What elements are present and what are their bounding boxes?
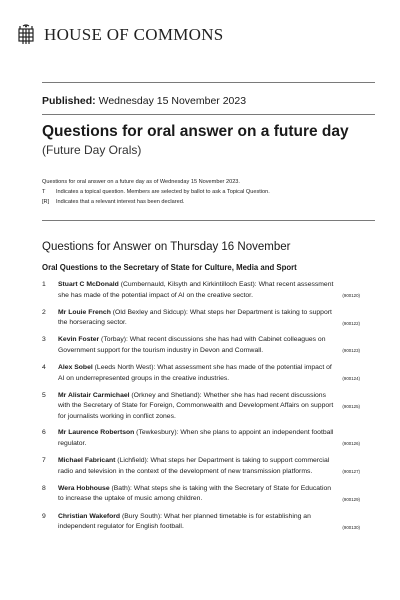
published-line <box>42 95 246 107</box>
question-number: 7 <box>42 457 46 465</box>
question-ref: (900127) <box>342 469 360 475</box>
questions-list <box>42 280 360 539</box>
key-symbol: [R] <box>42 199 50 205</box>
question-text: (Leeds North West): What assessment she has made of the potential impact of AI on underrepresented groups in the creative industries. <box>58 364 332 382</box>
question-number: 6 <box>42 429 46 437</box>
question-number: 4 <box>42 364 46 372</box>
question-item <box>42 512 360 534</box>
question-item <box>42 308 360 330</box>
question-item <box>42 456 360 478</box>
key-interest <box>42 197 270 207</box>
question-item <box>42 391 360 423</box>
question-ref: (900126) <box>342 441 360 447</box>
question-number: 9 <box>42 512 46 520</box>
key-symbol: T <box>42 189 46 195</box>
member-name: Stuart C McDonald <box>58 281 119 288</box>
question-ref: (900125) <box>342 403 360 409</box>
question-text: (Orkney and Shetland): Whether she has had recent discussions with the Secretary of State for Foreign, Commonwealth and Development Affairs on support for journalists working in conflict zones. <box>58 391 334 420</box>
question-item <box>42 335 360 357</box>
question-text: (Lichfield): What steps her Department is taking to support commercial radio and television in the context of the development of new transmission platforms. <box>58 457 330 475</box>
question-item <box>42 484 360 506</box>
question-number: 2 <box>42 308 46 316</box>
question-text: (Torbay): What recent discussions she has had with Cabinet colleagues on Government support for the tourism industry in Devon and Cornwall. <box>58 336 326 354</box>
intro-block <box>42 177 270 207</box>
intro-divider <box>42 220 375 221</box>
published-divider <box>42 114 375 115</box>
page-subtitle: (Future Day Orals) <box>42 143 142 157</box>
question-number: 1 <box>42 281 46 288</box>
question-ref: (900122) <box>342 320 360 326</box>
member-name: Michael Fabricant <box>58 457 116 465</box>
question-text: (Bath): What steps she is taking with the Secretary of State for Education to increase the uptake of music among children. <box>58 484 332 503</box>
question-text: (Tewkesbury): When she plans to appoint an independent football regulator. <box>58 429 334 447</box>
member-name: Mr Alistair Carmichael <box>58 391 130 399</box>
question-text: (Cumbernauld, Kilsyth and Kirkintilloch East): What recent assessment she has made of the potential impact of AI on the creative sector. <box>58 281 334 299</box>
question-ref: (900123) <box>342 348 360 354</box>
question-number: 5 <box>42 391 46 399</box>
key-topical <box>42 187 270 197</box>
section-heading: Questions for Answer on Thursday 16 November <box>42 241 291 253</box>
member-name: Christian Wakeford <box>58 512 121 520</box>
header-divider <box>42 82 375 83</box>
intro-line: Questions for oral answer on a future day as of Wednesday 15 November 2023. <box>42 179 240 185</box>
page-title: Questions for oral answer on a future day <box>42 123 349 140</box>
question-item <box>42 428 360 450</box>
portcullis-icon <box>17 24 35 46</box>
question-ref: (900130) <box>342 524 360 530</box>
published-label: Published: <box>42 95 96 107</box>
member-name: Mr Louie French <box>58 308 111 316</box>
question-text: (Old Bexley and Sidcup): What steps her Department is taking to support the horseracing sector. <box>58 308 332 327</box>
logo-text: HOUSE OF COMMONS <box>44 25 224 44</box>
member-name: Wera Hobhouse <box>58 484 110 492</box>
question-text: (Bury South): What her planned timetable is for establishing an independent regulator for English football. <box>58 512 311 530</box>
key-text: Indicates a topical question. Members are selected by ballot to ask a Topical Question. <box>56 189 270 195</box>
question-item <box>42 280 360 302</box>
member-name: Mr Laurence Robertson <box>58 429 135 437</box>
question-ref: (900124) <box>342 376 360 382</box>
published-date: Wednesday 15 November 2023 <box>98 95 247 107</box>
member-name: Kevin Foster <box>58 336 100 344</box>
question-number: 3 <box>42 336 46 344</box>
question-number: 8 <box>42 484 46 492</box>
question-ref: (900129) <box>342 496 360 502</box>
key-text: Indicates that a relevant interest has been declared. <box>56 199 185 205</box>
question-ref: (900120) <box>342 293 360 298</box>
member-name: Alex Sobel <box>58 364 93 372</box>
question-item <box>42 363 360 385</box>
department-heading: Oral Questions to the Secretary of State for Culture, Media and Sport <box>42 263 297 272</box>
house-of-commons-logo <box>17 24 224 46</box>
